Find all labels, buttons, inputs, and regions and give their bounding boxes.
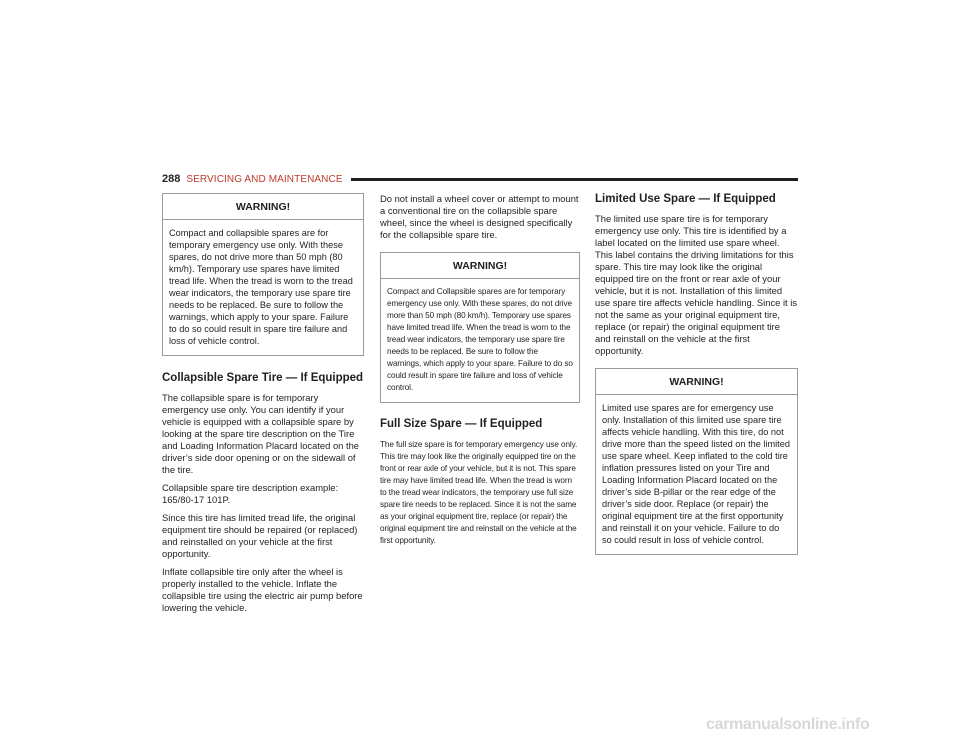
warning-title: WARNING! <box>596 369 797 395</box>
warning-title: WARNING! <box>381 253 579 279</box>
warning-box-compact-spares <box>162 193 364 356</box>
warning-text: Limited use spares are for emergency use only. Installation of this limited use spare tire affects vehicle handling. With this tire, do not drive more than the speed listed on the limited use spare wheel. Keep inflated to the cold tire inflation pressures listed on your Tire and Loading Information Placard located on the driver’s side B-pillar or the rear edge of the driver’s side door. Replace (or repair) the original equipment tire at the first opportunity and reinstall it on your vehicle. Failure to do so could result in loss of vehicle control. <box>602 403 790 545</box>
header-rule <box>351 178 798 181</box>
full-size-spare-heading: Full Size Spare — If Equipped <box>380 418 543 430</box>
full-size-spare-paragraph: The full size spare is for temporary emergency use only. This tire may look like the originally equipped tire on the front or rear axle of your vehicle, but it is not. This spare tire may have limited tread life. When the tread is worn to the tread wear indicators, the temporary use full size spare tire needs to be replaced. Since it is not the same as your original equipment tire, replace (or repair) the original equipment tire and reinstall on the vehicle at the first opportunity. <box>380 440 578 545</box>
warning-box-limited-use <box>595 368 798 555</box>
collapsible-spare-paragraph-3: Since this tire has limited tread life, the original equipment tire should be repaired (or replaced) and reinstalled on your vehicle at the first opportunity. <box>162 512 358 559</box>
collapsible-spare-heading: Collapsible Spare Tire — If Equipped <box>162 372 364 384</box>
collapsible-spare-paragraph-1: The collapsible spare is for temporary emergency use only. You can identify if your vehicle is equipped with a collapsible spare by looking at the spare tire description on the Tire and Loading Information Placard located on the driver’s side door opening or on the sidewall of the tire. <box>162 392 360 475</box>
limited-use-spare-paragraph: The limited use spare tire is for temporary emergency use only. This tire is identified by a label located on the limited use spare wheel. This label contains the driving limitations for this spare. This tire may look like the original equipped tire on the front or rear axle of your vehicle, but it is not. Installation of this limited use spare tire affects vehicle handling. Since it is not the same as your original equipment tire, replace (or repair) the original equipment tire and reinstall on the vehicle at the first opportunity. <box>595 213 798 356</box>
page-header <box>162 172 798 186</box>
page-number: 288 <box>162 173 181 185</box>
column-2 <box>380 193 580 547</box>
warning-text: Compact and collapsible spares are for temporary emergency use only. With these spares, do not drive more than 50 mph (80 km/h). Temporary use spares have limited tread life. When the tread is worn to the tread wear indicators, the temporary use spare tire needs to be replaced. Be sure to follow the warnings, which apply to your spare. Failure to do so could result in spare tire failure and loss of vehicle control. <box>169 228 353 346</box>
warning-title: WARNING! <box>163 194 363 220</box>
collapsible-spare-paragraph-2: Collapsible spare tire description example: 165/80-17 101P. <box>162 482 339 505</box>
warning-box-compact-collapsible <box>380 252 580 403</box>
wheel-cover-paragraph: Do not install a wheel cover or attempt to mount a conventional tire on the collapsible spare wheel, since the wheel is designed specifically for the collapsible spare tire. <box>380 193 579 240</box>
section-title: SERVICING AND MAINTENANCE <box>186 173 343 185</box>
watermark: carmanualsonline.info <box>706 716 870 733</box>
column-1 <box>162 193 364 614</box>
limited-use-spare-heading: Limited Use Spare — If Equipped <box>595 193 776 205</box>
warning-text: Compact and Collapsible spares are for temporary emergency use only. With these spares, do not drive more than 50 mph (80 km/h). Temporary use spares have limited tread life. When the tread is worn to the tread wear indicators, the temporary use spare tire needs to be replaced. Be sure to follow the warnings, which apply to your spare. Failure to do so could result in spare tire failure and loss of vehicle control. <box>387 287 573 392</box>
collapsible-spare-paragraph-4: Inflate collapsible tire only after the wheel is properly installed to the vehicle. Inflate the collapsible tire using the electric air pump before lowering the vehicle. <box>162 566 363 613</box>
column-3 <box>595 193 798 555</box>
